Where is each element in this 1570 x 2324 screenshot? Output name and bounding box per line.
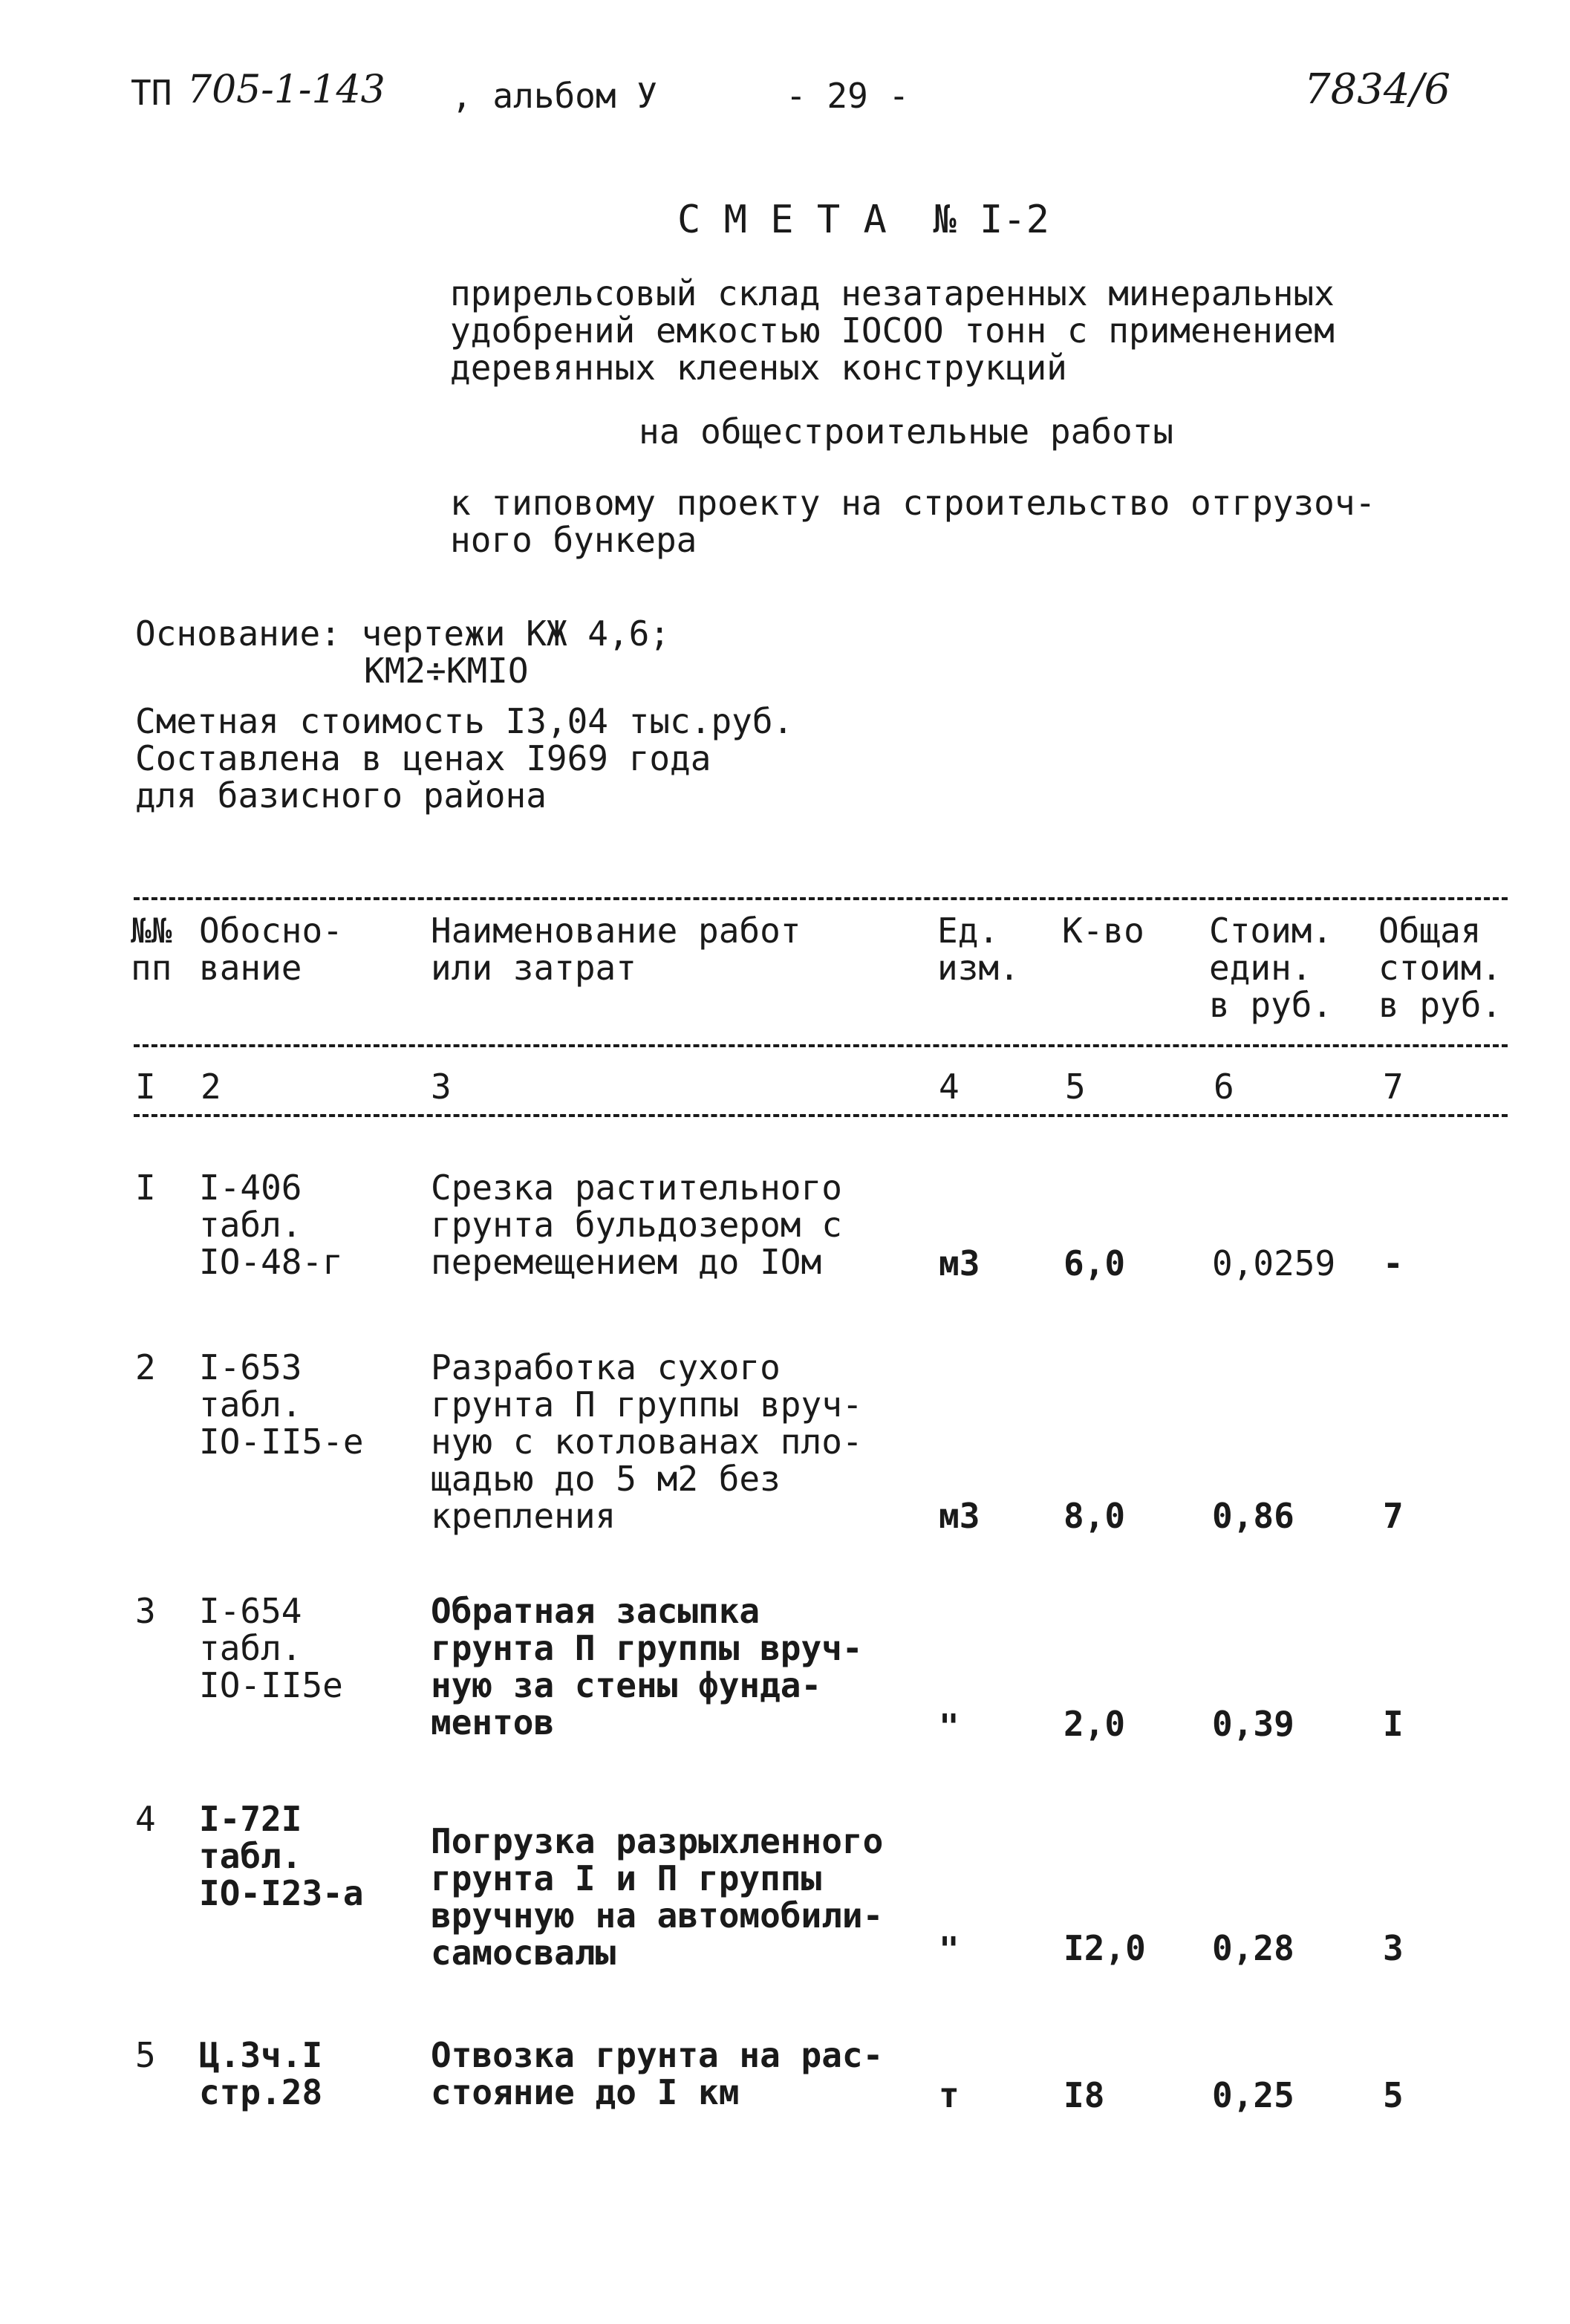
- column-numbers-rule: [134, 1114, 1508, 1117]
- row-qty: I2,0: [1064, 1928, 1146, 1968]
- row-unit-cost: 0,28: [1212, 1928, 1294, 1968]
- row-unit: м3: [939, 1496, 980, 1536]
- row-unit: м3: [939, 1243, 980, 1283]
- work-type: на общестроительные работы: [639, 411, 1174, 452]
- row-name: Срезка растительного грунта бульдозером с перемещением до IOм: [431, 1168, 842, 1282]
- tp-prefix: ТП: [131, 73, 172, 113]
- row-unit: ": [939, 1707, 960, 1747]
- row-name: Погрузка разрыхленного грунта I и П группы вручную на автомобили- самосвалы: [431, 1821, 884, 1973]
- col-number-3: 3: [431, 1067, 452, 1107]
- row-name: Отвозка грунта на рас- стояние до I км: [431, 2035, 884, 2112]
- row-unit-cost: 0,86: [1212, 1496, 1294, 1536]
- row-num: 4: [135, 1799, 156, 1839]
- header-bottom-rule: [134, 1044, 1508, 1047]
- row-num: I: [135, 1168, 156, 1208]
- page-number: - 29 -: [786, 76, 910, 116]
- col-header-qty: К-во: [1062, 911, 1144, 951]
- row-name: Обратная засыпка грунта П группы вруч- ную за стены фунда- ментов: [431, 1591, 863, 1742]
- row-basis: I-653 табл. IO-II5-е: [199, 1347, 364, 1462]
- row-qty: 2,0: [1064, 1704, 1126, 1744]
- col-header-total: Общая стоим. в руб.: [1378, 911, 1502, 1025]
- col-header-basis: Обосно- вание: [199, 911, 343, 988]
- album-label: , альбом У: [452, 76, 657, 116]
- col-header-unit: Ед. изм.: [937, 911, 1020, 988]
- col-number-4: 4: [939, 1067, 960, 1107]
- basis-line: Основание: чертежи КЖ 4,6;: [135, 613, 671, 654]
- table-top-rule: [134, 897, 1508, 900]
- row-basis: I-654 табл. IO-II5е: [199, 1591, 343, 1705]
- row-name: Разработка сухого грунта П группы вруч- ную с котлованах пло- щадью до 5 м2 без крепления: [431, 1347, 863, 1536]
- estimated-cost: Сметная стоимость I3,04 тыс.руб.: [135, 701, 794, 741]
- row-total: -: [1383, 1243, 1404, 1283]
- col-number-7: 7: [1383, 1067, 1404, 1107]
- project-description: к типовому проекту на строительство отгрузоч- ного бункера: [450, 483, 1376, 560]
- row-unit-cost: 0,39: [1212, 1704, 1294, 1744]
- row-total: I: [1383, 1704, 1404, 1744]
- col-header-unit-cost: Стоим. един. в руб.: [1209, 911, 1333, 1025]
- base-region: для базисного района: [135, 775, 547, 816]
- row-basis: I-406 табл. IO-48-г: [199, 1168, 343, 1282]
- row-num: 2: [135, 1347, 156, 1387]
- row-unit-cost: 0,25: [1212, 2075, 1294, 2115]
- row-basis: I-72I табл. IO-I23-а: [199, 1799, 364, 1913]
- col-number-2: 2: [201, 1067, 221, 1107]
- col-header-num: №№ пп: [131, 911, 172, 988]
- row-basis: Ц.3ч.I стр.28: [199, 2035, 323, 2112]
- row-unit: ": [939, 1930, 960, 1970]
- row-qty: I8: [1064, 2075, 1105, 2115]
- basis-drawings: КМ2÷КМIO: [364, 651, 529, 691]
- col-header-name: Наименование работ или затрат: [431, 911, 801, 988]
- row-total: 5: [1383, 2075, 1404, 2115]
- row-num: 5: [135, 2035, 156, 2075]
- row-qty: 8,0: [1064, 1496, 1126, 1536]
- document-code: 7834/6: [1304, 65, 1451, 114]
- prices-year: Составлена в ценах I969 года: [135, 738, 711, 778]
- col-number-5: 5: [1065, 1067, 1086, 1107]
- estimate-title: С М Е Т А № I-2: [677, 198, 1049, 242]
- row-unit: т: [939, 2075, 960, 2115]
- row-num: 3: [135, 1591, 156, 1631]
- row-total: 3: [1383, 1928, 1404, 1968]
- col-number-1: I: [135, 1067, 156, 1107]
- row-total: 7: [1383, 1496, 1404, 1536]
- row-unit-cost: 0,0259: [1212, 1243, 1336, 1283]
- object-description: прирельсовый склад незатаренных минеральных удобрений емкостью IOCOO тонн с применением деревянных клееных конструкций: [450, 273, 1335, 388]
- tp-number: 705-1-143: [187, 68, 385, 112]
- row-qty: 6,0: [1064, 1243, 1126, 1283]
- col-number-6: 6: [1214, 1067, 1234, 1107]
